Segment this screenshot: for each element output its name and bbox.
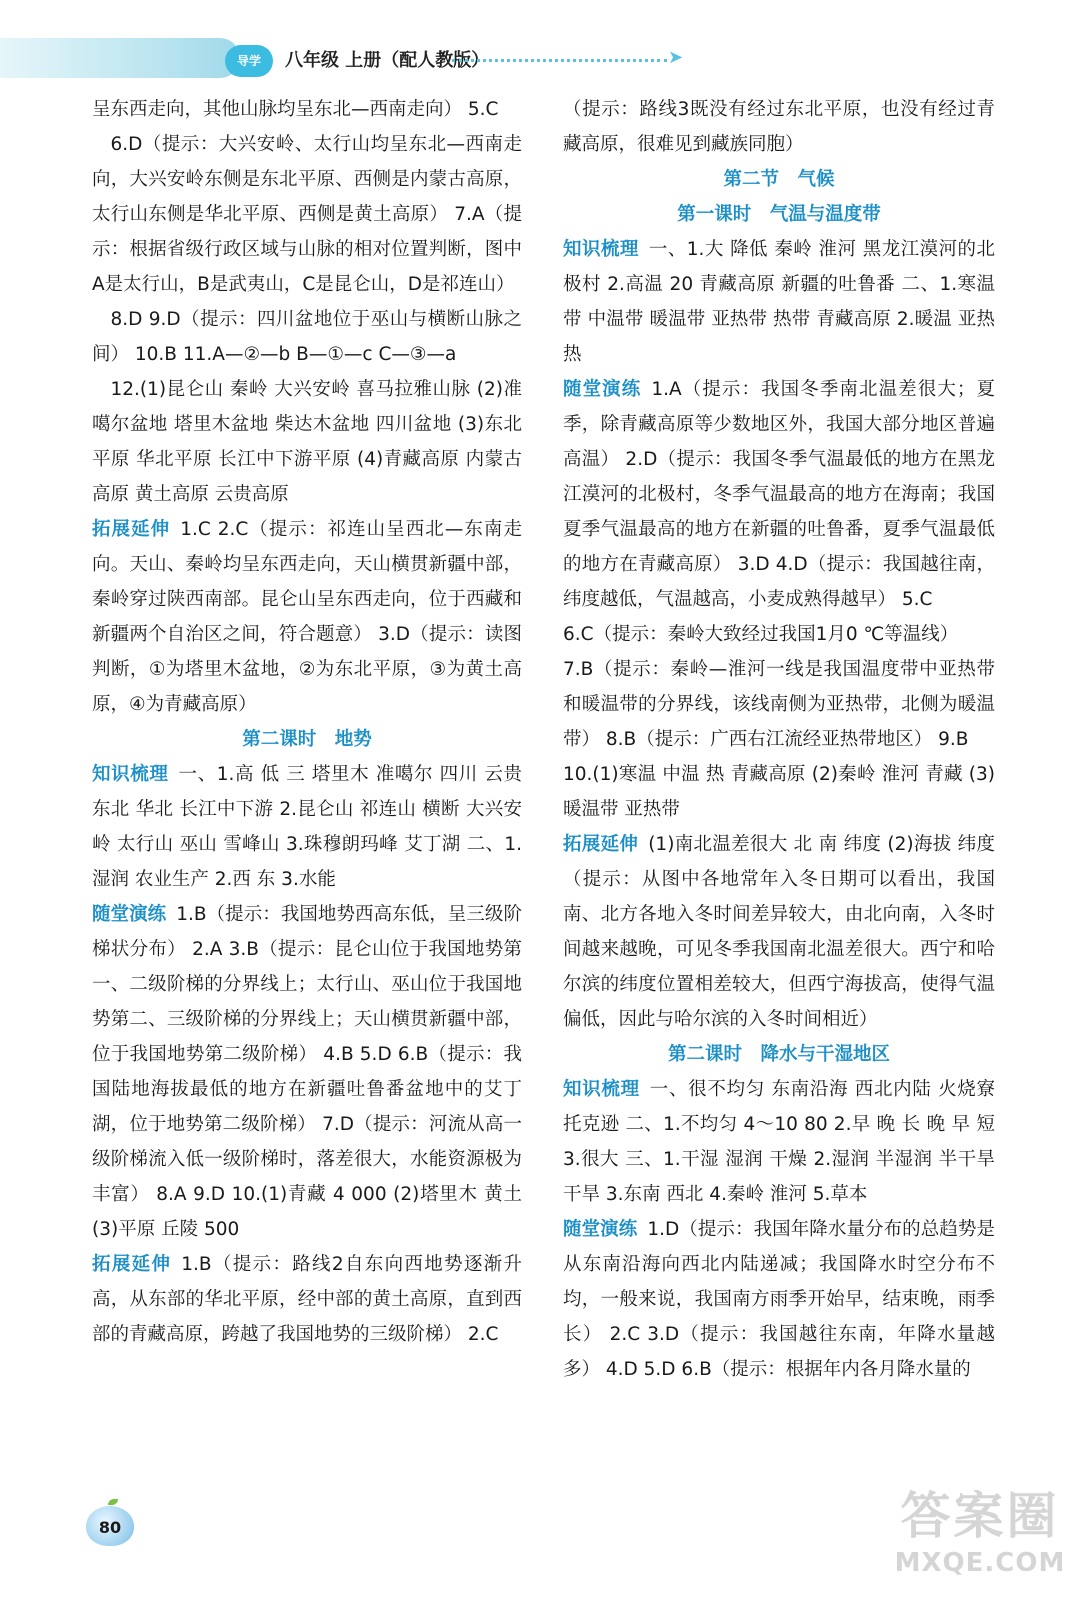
lesson-title: 第二课时 降水与干湿地区 bbox=[667, 1044, 890, 1065]
answer-paragraph: 8.D 9.D（提示：四川盆地位于巫山与横断山脉之间） 10.B 11.A—②—b B—①—c C—③—a bbox=[92, 309, 522, 365]
watermark-text: 答案圈 bbox=[900, 1487, 1060, 1545]
header-title: 八年级 上册（配人教版） bbox=[285, 50, 490, 71]
answer-text: 1.B（提示：我国地势西高东低，呈三级阶梯状分布） 2.A 3.B（提示：昆仑山位于我国地势第一、二级阶梯的分界线上；太行山、巫山位于我国地势第二、三级阶梯的分界线上；天山横贯新疆中部，位于我国地势第二级阶梯） 4.B 5.D 6.B（提示：我国陆地海拔最低的地方在新疆吐鲁番盆地中的艾丁湖，位于地势第二级阶梯） 7.D（提示：河流从高一级阶梯流入低一级阶梯时，落差很大，水能资源极为丰富） 8.A 9.D 10.(1)青藏 4 000 (2)塔里木 黄土 (3)平原 丘陵 500 bbox=[92, 904, 522, 1240]
answer-paragraph: 12.(1)昆仑山 秦岭 大兴安岭 喜马拉雅山脉 (2)准噶尔盆地 塔里木盆地 柴达木盆地 四川盆地 (3)东北平原 华北平原 长江中下游平原 (4)青藏高原 内蒙古高原 黄土高原 云贵高原 bbox=[92, 379, 522, 505]
page-number: 80 bbox=[86, 1506, 134, 1546]
lesson-title: 第一课时 气温与温度带 bbox=[677, 204, 881, 225]
header-dotted-line bbox=[452, 59, 667, 62]
section-label: 随堂演练 bbox=[563, 1219, 638, 1240]
answer-text: 1.C 2.C（提示：祁连山呈西北—东南走向。天山、秦岭均呈东西走向，天山横贯新疆中部，秦岭穿过陕西南部。昆仑山呈东西走向，位于西藏和新疆两个自治区之间，符合题意） 3.D（提示：读图判断，①为塔里木盆地，②为东北平原，③为黄土高原，④为青藏高原） bbox=[92, 519, 522, 715]
answer-block bbox=[92, 897, 522, 1247]
answer-text: 一、很不均匀 东南沿海 西北内陆 火烧寮 托克逊 二、1.不均匀 4～10 80 2.早 晚 长 晚 早 短 3.很大 三、1.干湿 湿润 干燥 2.湿润 半湿润 半干旱 干旱 3.东南 西北 4.秦岭 淮河 5.草本 bbox=[563, 1079, 995, 1205]
answer-paragraph: （提示：路线3既没有经过东北平原，也没有经过青藏高原，很难见到藏族同胞） bbox=[563, 99, 995, 155]
answer-text: (1)南北温差很大 北 南 纬度 (2)海拔 纬度（提示：从图中各地常年入冬日期可以看出，我国南、北方各地入冬时间差异较大，由北向南，入冬时间越来越晚，可见冬季我国南北温差很大。西宁和哈尔滨的纬度位置相差较大，但西宁海拔高，使得气温偏低，因此与哈尔滨的入冬时间相近） bbox=[563, 834, 995, 1030]
answer-block bbox=[563, 1072, 995, 1212]
section-label: 拓展延伸 bbox=[92, 519, 171, 540]
right-column bbox=[563, 92, 995, 1387]
answer-text: 一、1.高 低 三 塔里木 准噶尔 四川 云贵 东北 华北 长江中下游 2.昆仑山 祁连山 横断 大兴安岭 太行山 巫山 雪峰山 3.珠穆朗玛峰 艾丁湖 二、1.湿润 农业生产 2.西 东 3.水能 bbox=[92, 764, 522, 890]
section-label: 知识梳理 bbox=[563, 239, 639, 260]
answer-paragraph: 10.(1)寒温 中温 热 青藏高原 (2)秦岭 淮河 青藏 (3)暖温带 亚热带 bbox=[563, 764, 995, 820]
answer-block bbox=[563, 372, 995, 617]
watermark-url: MXQE.COM bbox=[894, 1548, 1066, 1578]
left-column bbox=[92, 92, 522, 1352]
answer-block bbox=[563, 232, 995, 372]
answer-text: 1.D（提示：我国年降水量分布的总趋势是从东南沿海向西北内陆递减；我国降水时空分布不均，一般来说，我国南方雨季开始早，结束晚，雨季长） 2.C 3.D（提示：我国越往东南，年降水量越多） 4.D 5.D 6.B（提示：根据年内各月降水量的 bbox=[563, 1219, 995, 1380]
answer-text: 1.B（提示：路线2自东向西地势逐渐升高，从东部的华北平原，经中部的黄土高原，直到西部的青藏高原，跨越了我国地势的三级阶梯） 2.C bbox=[92, 1254, 522, 1345]
section-label: 知识梳理 bbox=[563, 1079, 640, 1100]
section-label: 拓展延伸 bbox=[563, 834, 639, 855]
page-header bbox=[0, 0, 1079, 80]
answer-text: 一、1.大 降低 秦岭 淮河 黑龙江漠河的北极村 2.高温 20 青藏高原 新疆的吐鲁番 二、1.寒温带 中温带 暖温带 亚热带 热带 青藏高原 2.暖温 亚热 热 bbox=[563, 239, 995, 365]
lesson-title: 第二课时 地势 bbox=[242, 729, 372, 750]
answer-block bbox=[563, 827, 995, 1037]
answer-paragraph: 6.D（提示：大兴安岭、太行山均呈东北—西南走向，大兴安岭东侧是东北平原、西侧是内蒙古高原，太行山东侧是华北平原、西侧是黄土高原） 7.A（提示：根据省级行政区域与山脉的相对位置判断，图中A是太行山，B是武夷山，C是昆仑山，D是祁连山） bbox=[92, 134, 522, 295]
watermark-logo bbox=[885, 1485, 1075, 1595]
answer-paragraph: 6.C（提示：秦岭大致经过我国1月0 ℃等温线） bbox=[563, 624, 959, 645]
section-title: 第二节 气候 bbox=[723, 169, 835, 190]
answer-block bbox=[563, 1212, 995, 1387]
answer-paragraph: 7.B（提示：秦岭—淮河一线是我国温度带中亚热带和暖温带的分界线，该线南侧为亚热带，北侧为暖温带） 8.B（提示：广西右江流经亚热带地区） 9.B bbox=[563, 659, 995, 750]
section-label: 随堂演练 bbox=[92, 904, 167, 925]
answer-paragraph: 呈东西走向，其他山脉均呈东北—西南走向） 5.C bbox=[92, 99, 499, 120]
answer-block bbox=[92, 512, 522, 722]
arrow-right-icon: ➤ bbox=[668, 47, 684, 68]
answer-block bbox=[92, 1247, 522, 1352]
answer-block bbox=[92, 757, 522, 897]
section-label: 知识梳理 bbox=[92, 764, 169, 785]
section-label: 拓展延伸 bbox=[92, 1254, 172, 1275]
header-swoosh-decoration bbox=[0, 38, 240, 78]
answer-text: 1.A（提示：我国冬季南北温差很大；夏季，除青藏高原等少数地区外，我国大部分地区普遍高温） 2.D（提示：我国冬季气温最低的地方在黑龙江漠河的北极村，冬季气温最高的地方在海南；我国夏季气温最高的地方在新疆的吐鲁番，夏季气温最低的地方在青藏高原） 3.D 4.D（提示：我国越往南，纬度越低，气温越高，小麦成熟得越早） 5.C bbox=[563, 379, 995, 610]
section-label: 随堂演练 bbox=[563, 379, 642, 400]
header-badge: 导学 bbox=[225, 45, 273, 77]
